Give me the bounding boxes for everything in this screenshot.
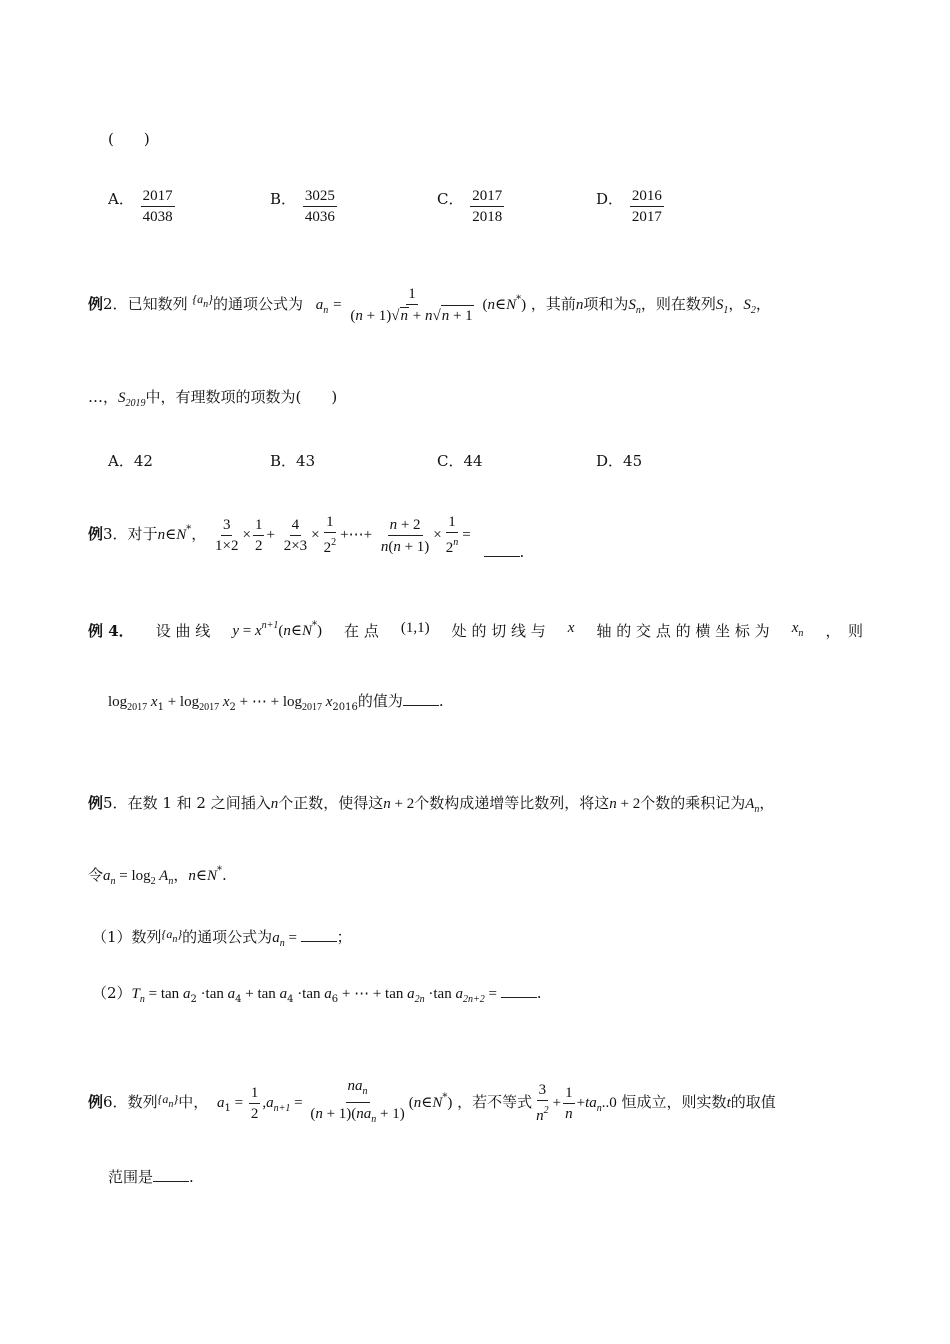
text: . xyxy=(221,866,227,884)
denominator: 4038 xyxy=(142,209,173,225)
text: 个数的乘积记为 xyxy=(640,794,746,812)
text: 在数 1 和 2 之间插入 xyxy=(127,794,271,812)
text: ，其前 xyxy=(530,295,576,313)
example-5-q2: $(2)T_n = \tan a_2 \cdot\tan$ $a_4 + \tan a_4 \cdot\tan$ $a_6$ + ⋯ + $\tan a_{2n} \cdot\tan$ $a_{2n+2}$ = . xyxy=(92,984,542,1005)
denominator: 2017 xyxy=(631,209,662,225)
example-tag: 例 4． xyxy=(88,622,134,640)
numerator: 3025 xyxy=(303,186,337,207)
numerator: 2017 xyxy=(470,186,504,207)
text: 处 的 切 线 与 xyxy=(451,622,546,640)
text: 恒成立，则实数 xyxy=(621,1093,727,1111)
option-a xyxy=(108,186,177,227)
formula-an: $\frac{1}{(n + 1)√n + n√n + 1}$ xyxy=(350,286,473,324)
text: 轴 的 交 点 的 横 坐 标 为 xyxy=(596,622,770,640)
example-2: 例2．已知数列 $^{\{a_n\}}$的通项公式为 $a_n$ = $\frac{1}{(n + 1)√n + n√n + 1}$ (n∈N*) ，其前n项和为$S_n$，则在数列$S_1$，$S_2$， xyxy=(88,286,771,324)
text: 中，有理数项的项数为 xyxy=(145,388,296,406)
numerator: 2016 xyxy=(630,186,664,207)
text: 的通项公式为 xyxy=(182,928,273,946)
text: . xyxy=(519,543,525,561)
text: 数列 xyxy=(127,1093,158,1111)
text: （1）数列 xyxy=(92,928,162,946)
option-b xyxy=(270,186,339,227)
text: 已知数列 xyxy=(127,295,188,313)
example-number: 6． xyxy=(103,1093,128,1111)
example-4-line2: $\log_{2017} x_1 + \log_{2017} x_2$ + ⋯ + $\log_{2017} x_{2016}$的值为 . xyxy=(108,692,444,713)
ex2-option-c: C．44 xyxy=(437,452,483,470)
denominator: 4036 xyxy=(304,209,335,225)
answer-paren: ( ) xyxy=(295,388,338,406)
text: ， xyxy=(755,295,771,313)
example-tag: 例 xyxy=(88,1093,104,1111)
option-label: D． xyxy=(596,190,624,208)
example-5: 例5．在数 1 和 2 之间插入n个正数，使得这n + 2个数构成递增等比数列，将这n + 2个数的乘积记为$A_n$， xyxy=(88,794,775,815)
text: ， xyxy=(728,295,744,313)
text: 设 曲 线 xyxy=(155,622,211,640)
example-tag: 例 xyxy=(88,295,104,313)
numerator: 1 xyxy=(406,284,418,305)
ex2-option-a: A．42 xyxy=(108,452,153,470)
text: 对于 xyxy=(127,525,158,543)
prev-paren: ( ) xyxy=(108,130,150,148)
text: 范围是 xyxy=(108,1168,154,1186)
text: …， xyxy=(88,388,119,406)
example-tag: 例 xyxy=(88,525,104,543)
example-tag: 例 xyxy=(88,794,104,812)
text: 在 点 xyxy=(344,622,379,640)
option-d xyxy=(596,186,666,227)
example-number: 3． xyxy=(103,525,128,543)
example-5-line2: 令$a_n = \log_2 A_n$，n∈N*. xyxy=(88,865,227,887)
text: 个数构成递增等比数列，将这 xyxy=(414,794,610,812)
text: 令 xyxy=(88,866,104,884)
text: 个正数，使得这 xyxy=(278,794,384,812)
text: 的值为 xyxy=(357,692,403,710)
text: ， xyxy=(173,866,189,884)
example-number: 2． xyxy=(103,295,128,313)
option-label: A． xyxy=(108,190,134,208)
option-label: C． xyxy=(437,190,464,208)
text: ， 则 xyxy=(825,622,863,640)
text: ，若不等式 xyxy=(457,1093,533,1111)
example-4: 例 4． 设 曲 线 $y = x^{n+1}(n\in N^*)$ 在 点 (1,1) 处 的 切 线 与 x 轴 的 交 点 的 横 坐 标 为 $x_n$ ， 则 xyxy=(88,620,863,640)
option-label: B． xyxy=(270,190,297,208)
example-6: 例6．数列$^{\{a_n\}}$中， $a_1$ = $\frac{1}{2}$ $,a_{n+1}$ = $\frac{na_n}{(n + 1)(na_n + 1)}$ (n∈N*) ，若不等式 $\frac{3}{n^2}$ + $\frac{1}{n}$ $+ta_n..0$ 恒成立，则实数t的取值 xyxy=(88,1078,776,1125)
example-2-line2: …，$S_{2019}$中，有理数项的项数为( ) xyxy=(88,388,338,409)
example-5-q1: （1）数列$^{\{a_n\}}$的通项公式为$a_n$ = ； xyxy=(92,927,352,949)
ex2-option-b: B．43 xyxy=(270,452,316,470)
denominator: 2018 xyxy=(472,209,503,225)
text: （2） xyxy=(92,984,132,1002)
example-number: 5． xyxy=(103,794,128,812)
text: 中， xyxy=(178,1093,209,1111)
ex2-option-d: D．45 xyxy=(596,452,643,470)
example-6-line2 xyxy=(108,1166,194,1187)
text: ， xyxy=(759,794,775,812)
text: 项和为 xyxy=(583,295,629,313)
text: . xyxy=(189,1168,194,1186)
example-3: 例3．对于n∈N*， $\frac{3}{1\times 2}$ × $\frac{1}{2}$ + $\frac{4}{2\times 3}$ × $\frac{1}{2^2}$ +⋯+ $\frac{n + 2}{n(n + 1)}$ × $\frac{1}{2^n}$ = . xyxy=(88,514,525,561)
text: 的通项公式为 xyxy=(212,295,303,313)
numerator: 2017 xyxy=(141,186,175,207)
text: . xyxy=(536,984,542,1002)
option-c xyxy=(437,186,506,227)
text: ，则在数列 xyxy=(640,295,716,313)
text: 的取值 xyxy=(730,1093,776,1111)
text: . xyxy=(438,692,444,710)
text: ； xyxy=(336,928,352,946)
